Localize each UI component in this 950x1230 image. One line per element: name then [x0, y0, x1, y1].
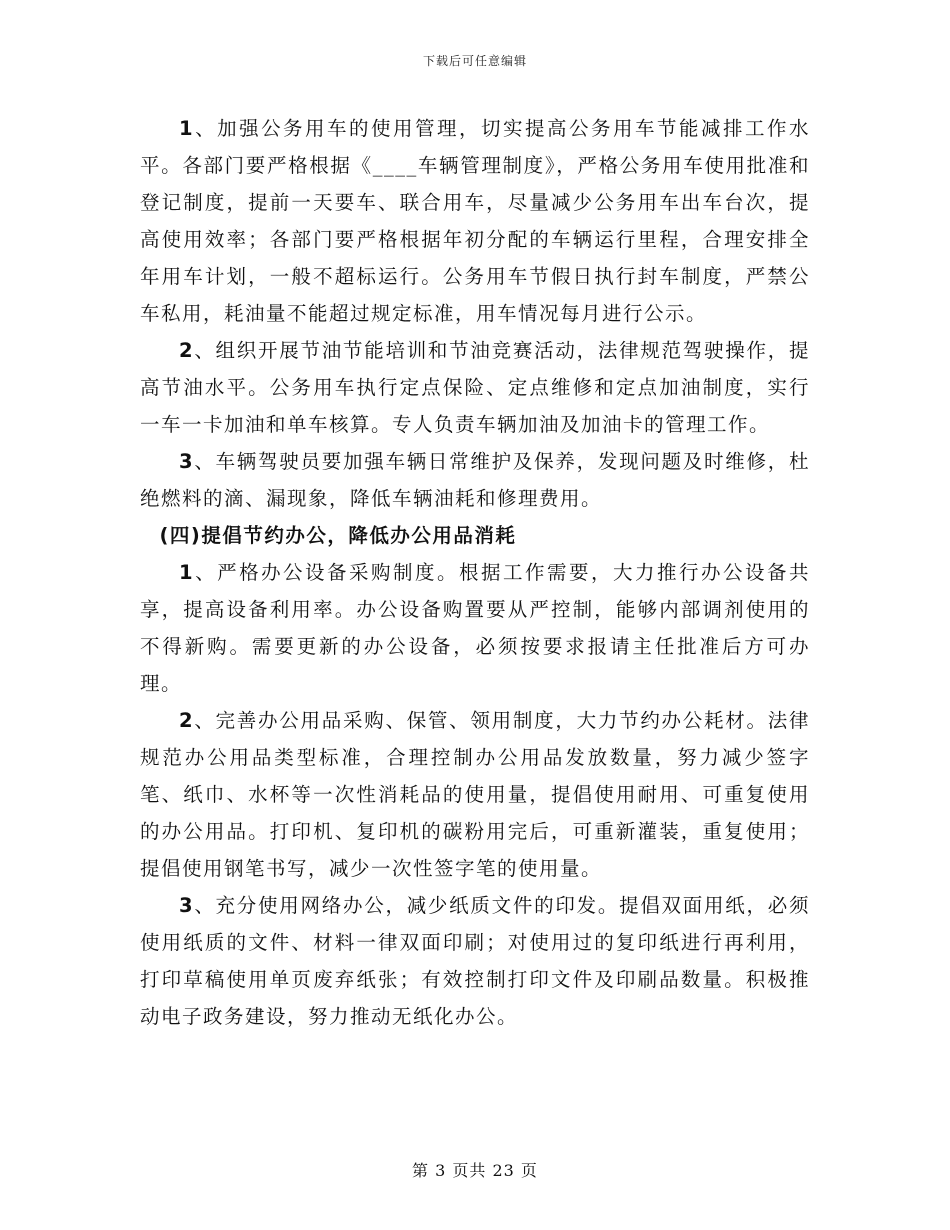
paragraph-office-supplies [140, 702, 810, 887]
item-number: 2 [179, 709, 195, 732]
item-number: 3 [179, 450, 195, 473]
paragraph-text: 、充分使用网络办公，减少纸质文件的印发。提倡双面用纸，必须使用纸质的文件、材料一律双面印刷；对使用过的复印纸进行再利用，打印草稿使用单页废弃纸张；有效控制打印文件及印刷品数量。积极推动电子政务建设，努力推动无纸化办公。 [140, 894, 810, 1028]
paragraph-paperless-office [140, 887, 810, 1035]
paragraph-text: 、加强公务用车的使用管理，切实提高公务用车节能减排工作水平。各部门要严格根据《____车辆管理制度》，严格公务用车使用批准和登记制度，提前一天要车、联合用车，尽量减少公务用车出车台次，提高使用效率；各部门要严格根据年初分配的车辆运行里程，合理安排全年用车计划，一般不超标运行。公务用车节假日执行封车制度，严禁公车私用，耗油量不能超过规定标准，用车情况每月进行公示。 [140, 117, 810, 325]
section-heading: (四)提倡节约办公，降低办公用品消耗 [159, 524, 517, 547]
paragraph-text: 、组织开展节油节能培训和节油竞赛活动，法律规范驾驶操作，提高节油水平。公务用车执行定点保险、定点维修和定点加油制度，实行一车一卡加油和单车核算。专人负责车辆加油及加油卡的管理工作。 [140, 339, 810, 436]
item-number: 2 [179, 339, 195, 362]
item-number: 1 [179, 561, 195, 584]
document-body [140, 110, 810, 1035]
page-number: 第 3 页共 23 页 [412, 1161, 538, 1180]
item-number: 1 [179, 117, 195, 140]
paragraph-fuel-training [140, 332, 810, 443]
paragraph-text: 、完善办公用品采购、保管、领用制度，大力节约办公耗材。法律规范办公用品类型标准，合理控制办公用品发放数量，努力减少签字笔、纸巾、水杯等一次性消耗品的使用量，提倡使用耐用、可重复使用的办公用品。打印机、复印机的碳粉用完后，可重新灌装，重复使用；提倡使用钢笔书写，减少一次性签字笔的使用量。 [140, 709, 810, 880]
paragraph-text: 、严格办公设备采购制度。根据工作需要，大力推行办公设备共享，提高设备利用率。办公设备购置要从严控制，能够内部调剂使用的不得新购。需要更新的办公设备，必须按要求报请主任批准后方可办理。 [140, 561, 810, 695]
header-note: 下载后可任意编辑 [422, 54, 527, 68]
paragraph-text: 、车辆驾驶员要加强车辆日常维护及保养，发现问题及时维修，杜绝燃料的滴、漏现象，降低车辆油耗和修理费用。 [140, 450, 810, 510]
paragraph-vehicle-management [140, 110, 810, 332]
paragraph-vehicle-maintenance [140, 443, 810, 517]
item-number: 3 [179, 894, 195, 917]
paragraph-equipment-procurement [140, 554, 810, 702]
